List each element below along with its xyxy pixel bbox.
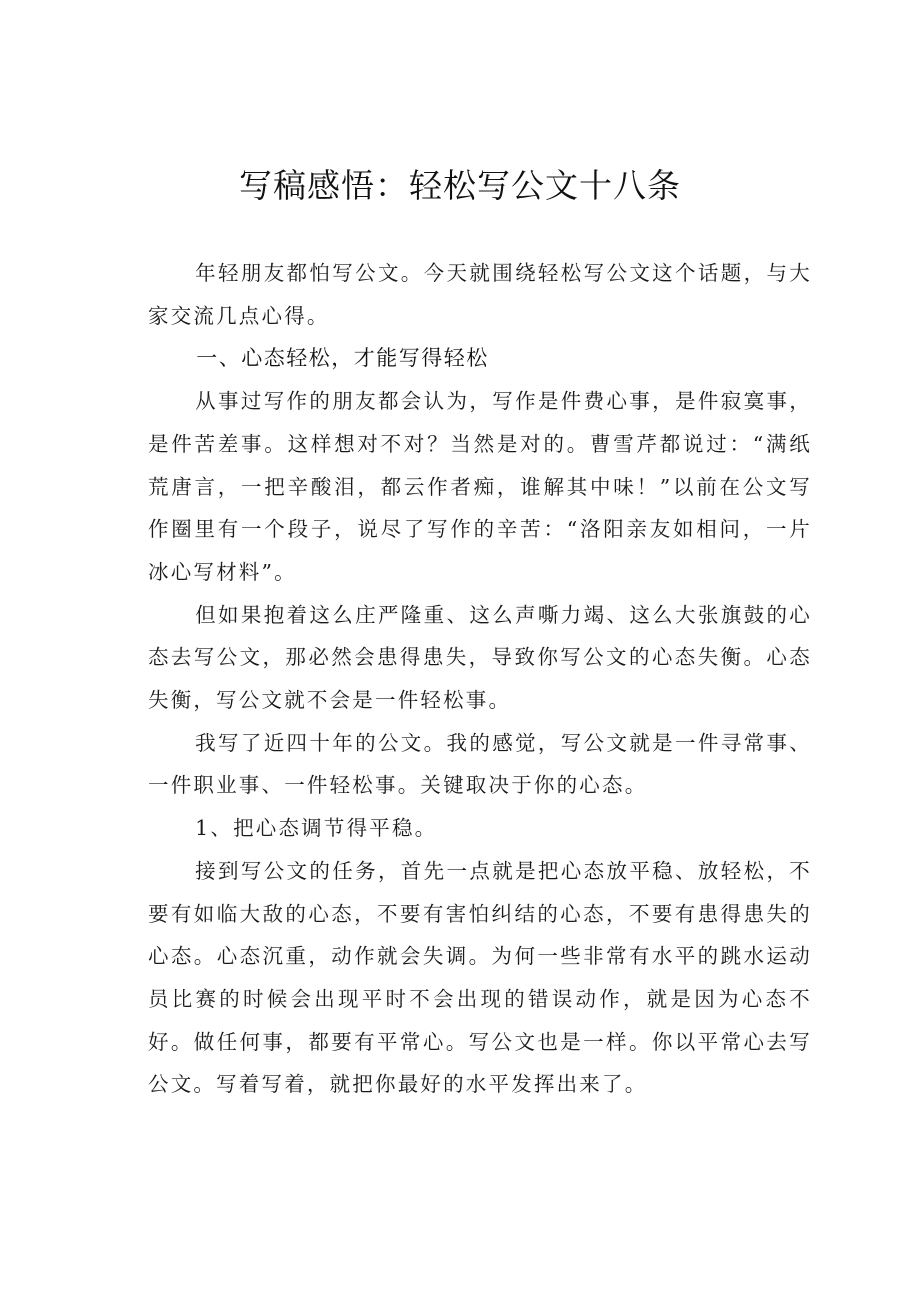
subsection-heading-1: 1、把心态调节得平稳。 xyxy=(195,816,438,841)
paragraph-mindset-imbalance: 但如果抱着这么庄严隆重、这么声嘶力竭、这么大张旗鼓的心态去写公文，那必然会患得患失，导致你写公文的心态失衡。心态失衡，写公文就不会是一件轻松事。 xyxy=(148,602,812,713)
paragraph-writing-hardship: 从事过写作的朋友都会认为，写作是件费心事，是件寂寞事，是件苦差事。这样想对不对？当然是对的。曹雪芹都说过：“满纸荒唐言，一把辛酸泪，都云作者痴，谁解其中味！”以前在公文写作圈里有一个段子，说尽了写作的辛苦：“洛阳亲友如相问，一片冰心写材料”。 xyxy=(148,389,812,584)
document-title: 写稿感悟：轻松写公文十八条 xyxy=(239,166,681,205)
paragraph-intro: 年轻朋友都怕写公文。今天就围绕轻松写公文这个话题，与大家交流几点心得。 xyxy=(148,261,812,328)
paragraph-calm-mindset: 接到写公文的任务，首先一点就是把心态放平稳、放轻松，不要有如临大敌的心态，不要有害怕纠结的心态，不要有患得患失的心态。心态沉重，动作就会失调。为何一些非常有水平的跳水运动员比赛的时候会出现平时不会出现的错误动作，就是因为心态不好。做任何事，都要有平常心。写公文也是一样。你以平常心去写公文。写着写着，就把你最好的水平发挥出来了。 xyxy=(148,858,812,1097)
section-heading-1: 一、心态轻松，才能写得轻松 xyxy=(196,346,489,371)
document-body xyxy=(148,252,812,1106)
paragraph-experience: 我写了近四十年的公文。我的感觉，写公文就是一件寻常事、一件职业事、一件轻松事。关键取决于你的心态。 xyxy=(148,730,812,798)
